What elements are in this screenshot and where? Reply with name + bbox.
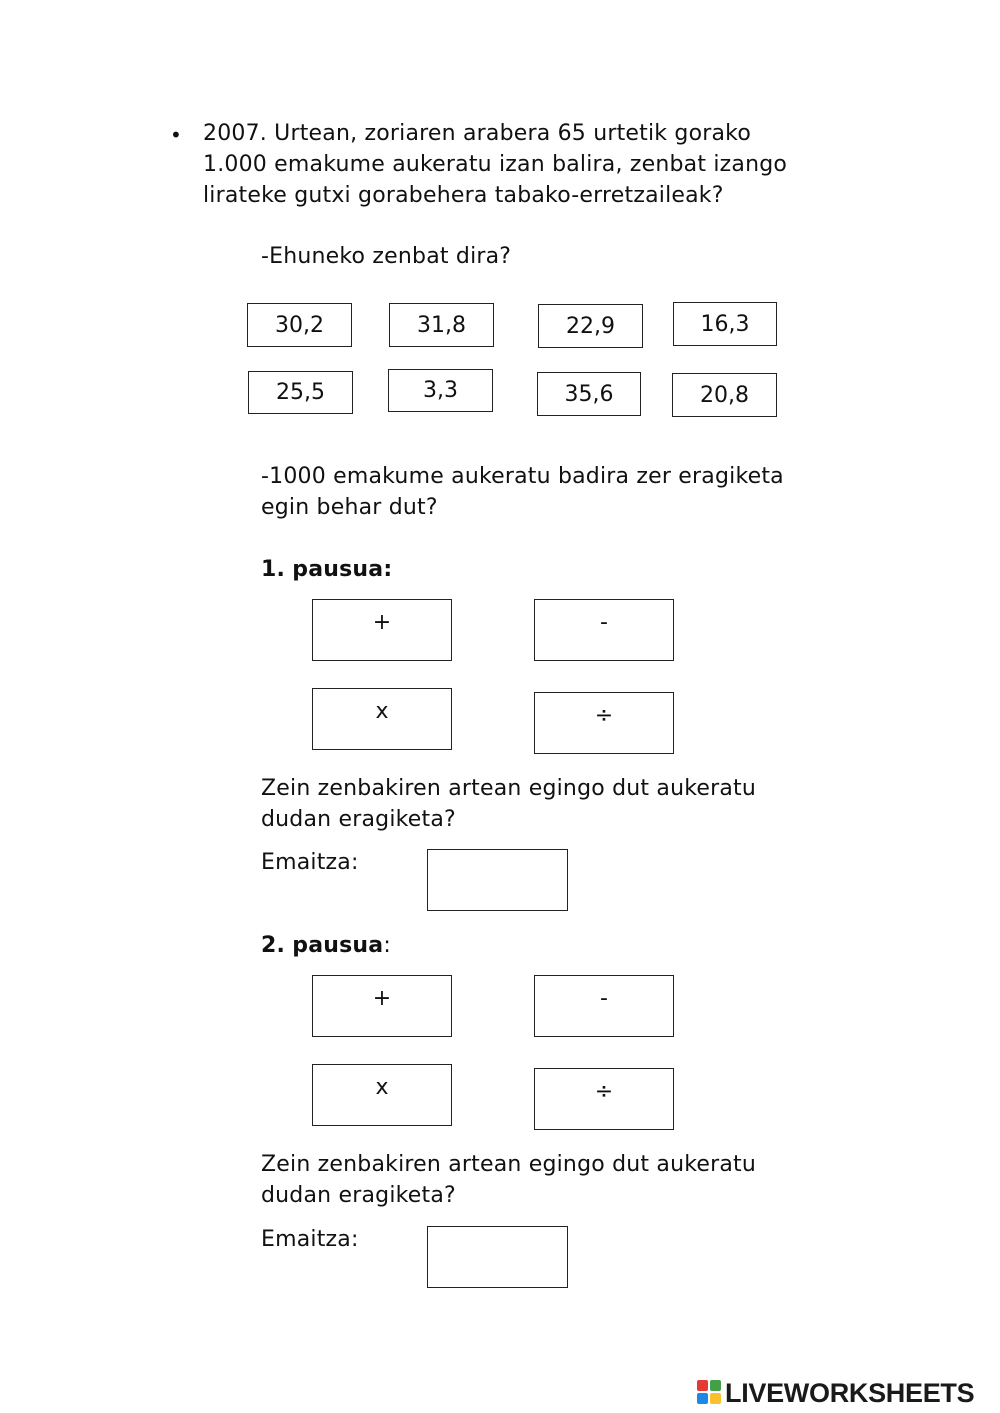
step1-label: pausua: (292, 557, 393, 582)
step2-numbers-prompt-line-2: dudan eragiketa? (261, 1183, 456, 1208)
liveworksheets-mark-icon (697, 1380, 723, 1406)
percent-option-box[interactable]: 3,3 (388, 369, 493, 412)
step2-result-input[interactable] (427, 1226, 568, 1288)
step2-number: 2. (261, 933, 286, 958)
percent-option-box[interactable]: 22,9 (538, 304, 643, 348)
step1-numbers-prompt-line-2: dudan eragiketa? (261, 807, 456, 832)
step1-number: 1. (261, 557, 286, 582)
step2-heading (261, 930, 391, 961)
step2-plus-option[interactable]: + (312, 975, 452, 1037)
percent-option-box[interactable]: 30,2 (247, 303, 352, 347)
step1-plus-option[interactable]: + (312, 599, 452, 661)
step2-label-suffix: : (383, 933, 391, 958)
step1-divide-option[interactable]: ÷ (534, 692, 674, 754)
question-line-1: 2007. Urtean, zoriaren arabera 65 urtetik gorako (203, 121, 751, 146)
percent-option-box[interactable]: 25,5 (248, 371, 353, 414)
step1-result-label: Emaitza: (261, 850, 359, 875)
step1-result-input[interactable] (427, 849, 568, 911)
percent-option-box[interactable]: 35,6 (537, 372, 641, 416)
operation-prompt-line-2: egin behar dut? (261, 495, 438, 520)
percent-option-box[interactable]: 16,3 (673, 302, 777, 346)
percent-option-box[interactable]: 20,8 (672, 373, 777, 417)
step2-divide-option[interactable]: ÷ (534, 1068, 674, 1130)
liveworksheets-logo (697, 1376, 974, 1410)
step1-multiply-option[interactable]: x (312, 688, 452, 750)
step1-heading (261, 554, 392, 585)
step2-multiply-option[interactable]: x (312, 1064, 452, 1126)
question-line-2: 1.000 emakume aukeratu izan balira, zenbat izango (203, 152, 788, 177)
step2-result-label: Emaitza: (261, 1227, 359, 1252)
step1-numbers-prompt-line-1: Zein zenbakiren artean egingo dut aukeratu (261, 776, 757, 801)
step2-label: pausua (292, 933, 384, 958)
step1-minus-option[interactable]: - (534, 599, 674, 661)
percent-option-box[interactable]: 31,8 (389, 303, 494, 347)
operation-prompt-line-1: -1000 emakume aukeratu badira zer eragiketa (261, 464, 784, 489)
question-line-3: lirateke gutxi gorabehera tabako-erretzaileak? (203, 183, 724, 208)
step2-numbers-prompt-line-1: Zein zenbakiren artean egingo dut aukeratu (261, 1152, 757, 1177)
question-bullet: • (170, 123, 182, 147)
step2-minus-option[interactable]: - (534, 975, 674, 1037)
percent-prompt: -Ehuneko zenbat dira? (261, 244, 512, 269)
liveworksheets-wordmark: LIVEWORKSHEETS (725, 1377, 975, 1408)
